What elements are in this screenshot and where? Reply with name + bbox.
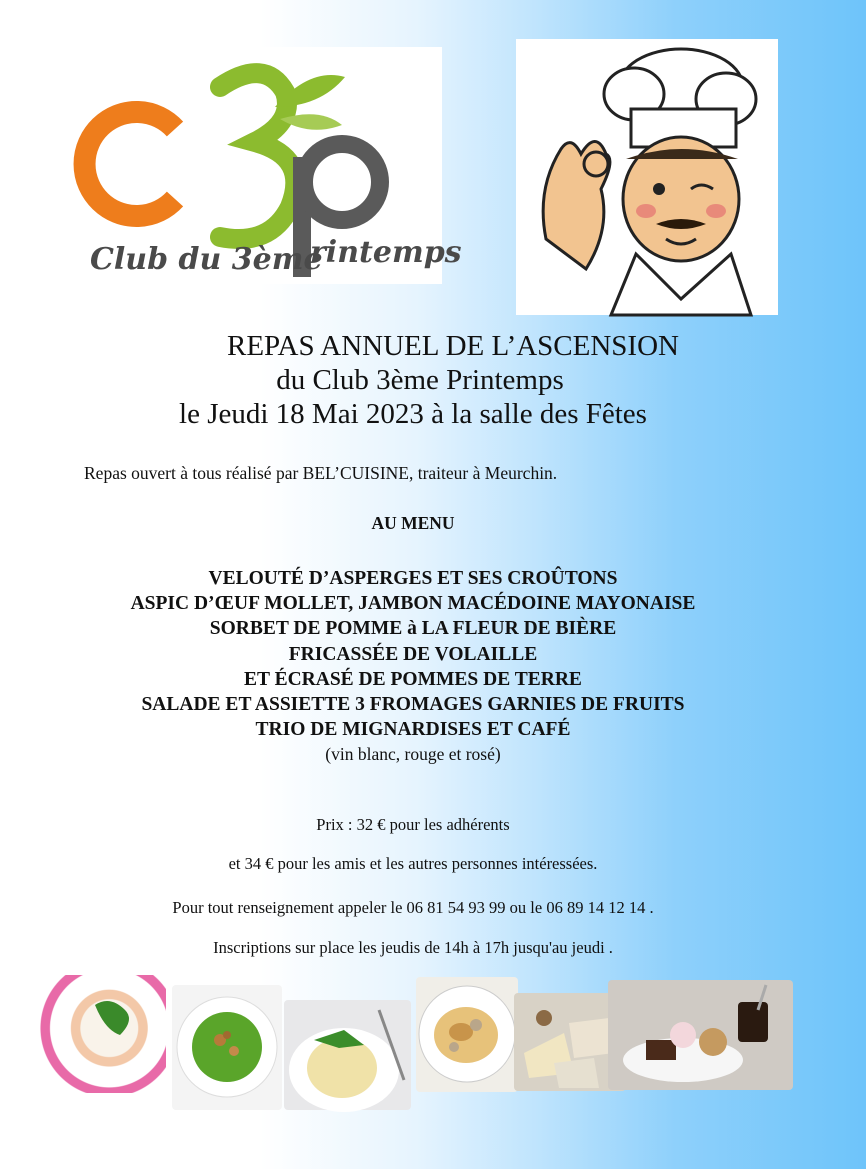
- event-club: du Club 3ème Printemps: [276, 364, 564, 396]
- menu-item: FRICASSÉE DE VOLAILLE: [288, 643, 538, 665]
- price-others: et 34 € pour les amis et les autres personnes intéressées.: [228, 854, 598, 873]
- signup-info: Inscriptions sur place les jeudis de 14h à 17h jusqu'au jeudi .: [213, 938, 613, 957]
- event-date-venue: le Jeudi 18 Mai 2023 à la salle des Fêtes: [179, 398, 647, 430]
- menu-item: SORBET DE POMME à LA FLEUR DE BIÈRE: [209, 618, 617, 640]
- event-title: REPAS ANNUEL DE L’ASCENSION: [227, 330, 679, 362]
- aspic-photo: [40, 975, 166, 1093]
- club-logo: [80, 47, 462, 284]
- risotto-photo: [284, 1000, 411, 1110]
- menu-item: TRIO DE MIGNARDISES ET CAFÉ: [255, 719, 571, 741]
- fricassee-photo: [416, 977, 518, 1092]
- veloute-photo: [172, 985, 282, 1110]
- logo-tagline-end: rintemps: [310, 235, 462, 270]
- wine-note: (vin blanc, rouge et rosé): [325, 744, 501, 765]
- price-members: Prix : 32 € pour les adhérents: [316, 815, 510, 834]
- intro-text: Repas ouvert à tous réalisé par BEL’CUISINE, traiteur à Meurchin.: [84, 463, 558, 483]
- dessert-coffee-photo: [608, 980, 793, 1090]
- menu-item: SALADE ET ASSIETTE 3 FROMAGES GARNIES DE FRUITS: [141, 694, 685, 716]
- menu-item: ET ÉCRASÉ DE POMMES DE TERRE: [244, 668, 582, 690]
- menu-list: [0, 566, 826, 766]
- chef-illustration: [516, 39, 778, 315]
- menu-item: ASPIC D’ŒUF MOLLET, JAMBON MACÉDOINE MAYONAISE: [130, 593, 696, 615]
- logo-tagline: Club du 3ème: [90, 242, 323, 277]
- contact-phone: Pour tout renseignement appeler le 06 81 54 93 99 ou le 06 89 14 12 14 .: [172, 898, 654, 917]
- menu-heading: AU MENU: [371, 513, 455, 533]
- menu-item: VELOUTÉ D’ASPERGES ET SES CROÛTONS: [208, 568, 618, 589]
